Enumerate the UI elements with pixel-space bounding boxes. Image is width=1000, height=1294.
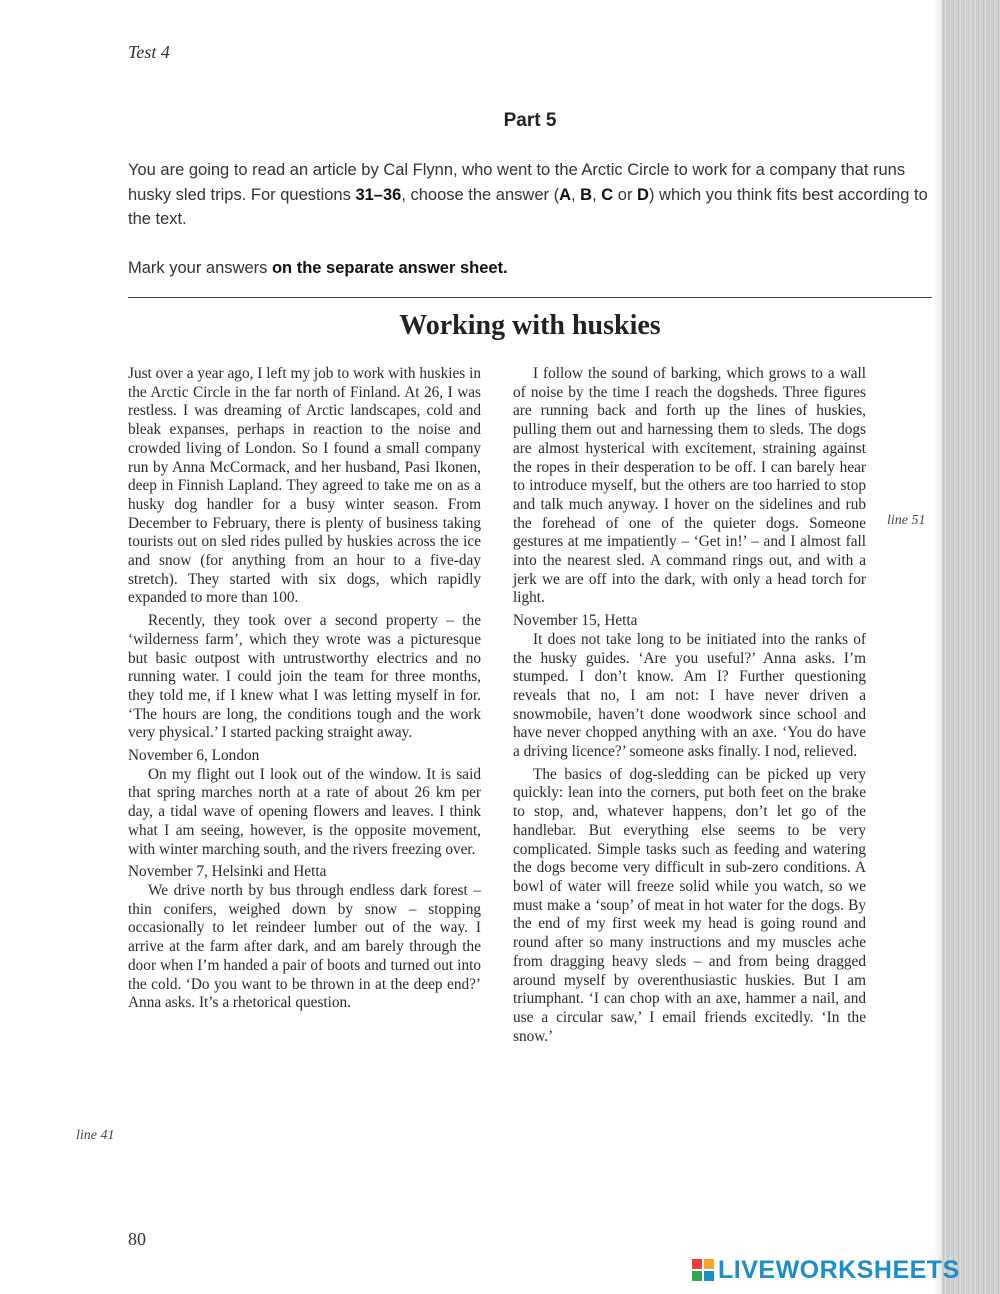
liveworksheets-watermark [692, 1256, 960, 1284]
liveworksheets-logo-icon [692, 1259, 714, 1281]
paragraph: We drive north by bus through endless dark forest – thin conifers, weighed down by snow – stopping occasionally to let reindeer lumber out of the way. I arrive at the farm after dark, and am barely through the door when I’m handed a pair of boots and turned out into the cold. ‘Do you want to be thrown in at the deep end?’ Anna asks. It’s a rhetorical question. [128, 881, 481, 1012]
line-51-marker: line 51 [887, 513, 926, 528]
logo-square [704, 1271, 714, 1281]
logo-square [704, 1259, 714, 1269]
article-left-column [128, 365, 481, 1017]
scan-edge-shadow [942, 0, 1000, 1294]
watermark-text: LIVEWORKSHEETS [718, 1255, 960, 1284]
article-right-column [513, 365, 866, 1050]
running-head: Test 4 [128, 42, 170, 62]
answer-sheet-note: Mark your answers on the separate answer sheet. [128, 258, 508, 277]
part-title: Part 5 [503, 110, 557, 131]
diary-heading: November 7, Helsinki and Hetta [128, 863, 327, 881]
instructions [128, 158, 940, 280]
diary-heading: November 6, London [128, 747, 260, 765]
page-number: 80 [128, 1229, 146, 1249]
paragraph: Recently, they took over a second property – the ‘wilderness farm’, which they wrote was a picturesque but basic outpost with untrustworthy electrics and no running water. I could join the team for three months, they told me, if I knew what I was letting myself in for. ‘The hours are long, the conditions tough and the work very physical.’ I started packing straight away. [128, 612, 481, 742]
paragraph: Just over a year ago, I left my job to work with huskies in the Arctic Circle in the far north of Finland. At 26, I was restless. I was dreaming of Arctic landscapes, cold and bleak expanses, perhaps in reaction to the noise and crowded living of London. So I found a small company run by Anna McCormack, and her husband, Pasi Ikonen, deep in Finnish Lapland. They agreed to take me on as a husky dog handler for a busy winter season. From December to February, there is plenty of business taking tourists out on sled rides pulled by huskies across the ice and snow (for anything from an hour to a five-day stretch). They started with six dogs, which rapidly expanded to more than 100. [128, 365, 481, 607]
paragraph: It does not take long to be initiated into the ranks of the husky guides. ‘Are you useful?’ Anna asks. I’m stumped. I don’t know. Am I? Further questioning reveals that no, I am not: I have never driven a snowmobile, haven’t done woodwork since school and have never chopped anything with an axe. ‘You do have a driving licence?’ someone asks finally. I nod, relieved. [513, 630, 866, 761]
paragraph: On my flight out I look out of the window. It is said that spring marches north at a rate of about 26 km per day, a tidal wave of opening flowers and leaves. I think what I am seeing, however, is the opposite movement, with winter marching south, and the rivers freezing over. [128, 765, 481, 858]
logo-square [692, 1271, 702, 1281]
diary-heading: November 15, Hetta [513, 612, 638, 630]
logo-square [692, 1259, 702, 1269]
line-41-marker: line 41 [76, 1128, 115, 1143]
title-divider [128, 297, 932, 298]
article-title: Working with huskies [399, 310, 661, 341]
paragraph: I follow the sound of barking, which grows to a wall of noise by the time I reach the dogsheds. Three figures are running back and forth up the lines of huskies, pulling them out and harnessing them to sleds. The dogs are almost hysterical with excitement, straining against the ropes in their desperation to be off. I can barely hear to introduce myself, but the others are too harried to stop and talk much anyway. I hover on the sidelines and rub the forehead of one of the quieter dogs. Someone gestures at me impatiently – ‘Get in!’ – and I almost fall into the nearest sled. A command rings out, and with a jerk we are off into the dark, with only a head torch for light. [513, 365, 866, 607]
task-instructions: You are going to read an article by Cal Flynn, who went to the Arctic Circle to work for a company that runs husky sled trips. For questions 31–36, choose the answer (A, B, C or D) which you think fits best according to the text. [128, 161, 928, 228]
paragraph: The basics of dog-sledding can be picked up very quickly: lean into the corners, put both feet on the brake to stop, and, whatever happens, don’t let go of the handlebar. But everything else seems to be very complicated. Simple tasks such as feeding and watering the dogs become very difficult in sub-zero conditions. A bowl of water will freeze solid while you watch, so we must make a ‘soup’ of meat in hot water for the dogs. By the end of my first week my head is going round and round after so many instructions and my muscles ache from dragging heavy sleds – and from being dragged around myself by overenthusiastic huskies. But I am triumphant. ‘I can chop with an axe, hammer a nail, and use a circular saw,’ I email friends excitedly. ‘In the snow.’ [513, 765, 866, 1045]
